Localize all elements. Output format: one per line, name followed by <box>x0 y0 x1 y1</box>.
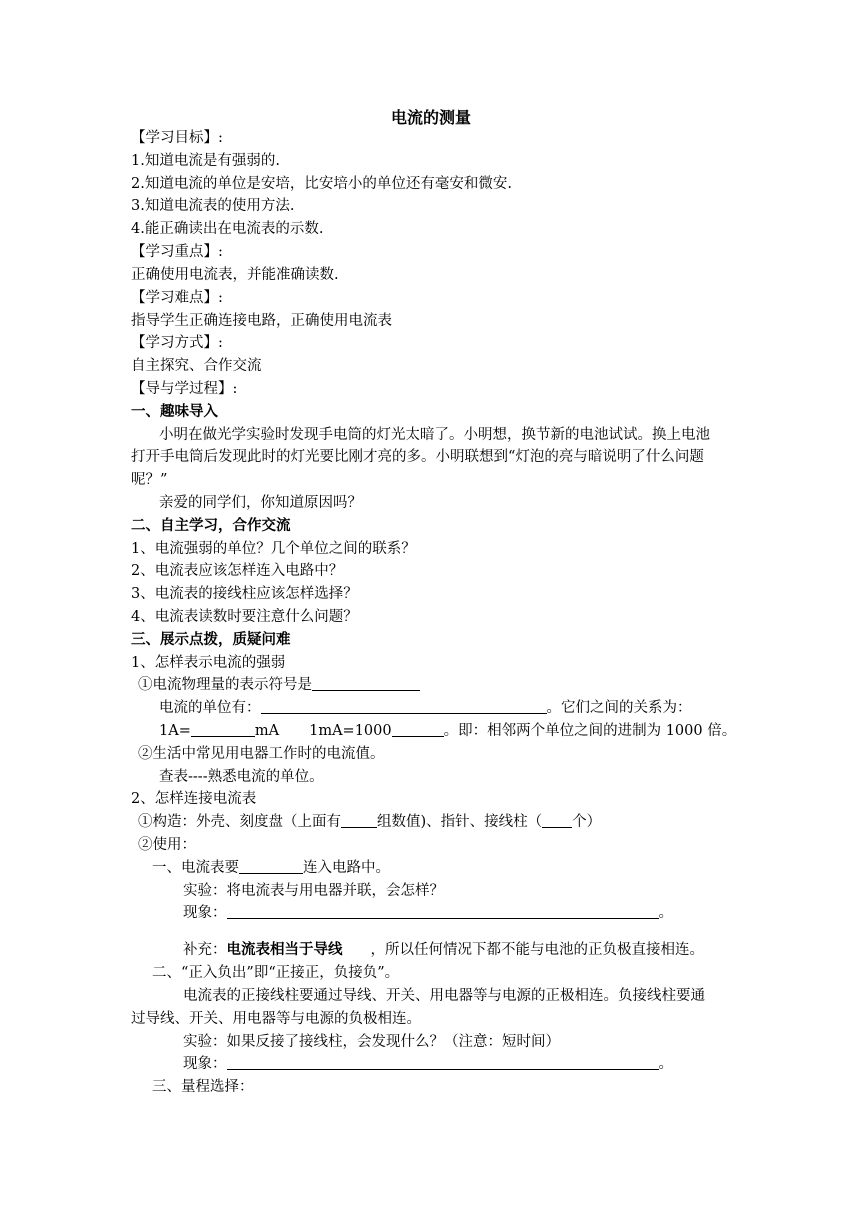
relation-text: 。即：相邻两个单位之间的进制为 1000 倍。 <box>443 723 737 739</box>
terminal-count-blank[interactable] <box>542 813 572 828</box>
experiment-parallel: 实验：将电流表与用电器并联，会怎样？ <box>183 883 444 899</box>
story-line: 打开手电筒后发现此时的灯光要比刚才亮的多。小明联想到“灯泡的亮与暗说明了什么问题 <box>131 449 704 465</box>
topic-current-strength: 1、怎样表示电流的强弱 <box>131 655 286 671</box>
unit-line <box>159 698 692 718</box>
usage-text: 连入电路中。 <box>303 860 390 876</box>
supplement-key: 电流表相当于导线 <box>226 941 343 958</box>
part2-heading: 二、自主学习，合作交流 <box>131 517 291 534</box>
self-study-question: 4、电流表读数时要注意什么问题？ <box>131 609 358 625</box>
goal-item: 3.知道电流表的使用方法. <box>131 198 295 214</box>
mode-text: 自主探究、合作交流 <box>131 358 262 374</box>
usage-text: 一、电流表要 <box>152 860 239 876</box>
structure-line <box>138 812 601 832</box>
unit-relation-label: 。它们之间的关系为： <box>546 700 692 716</box>
page-title: 电流的测量 <box>390 108 471 127</box>
goal-item: 1.知道电流是有强弱的. <box>131 153 280 169</box>
self-study-question: 2、电流表应该怎样连入电路中？ <box>131 563 344 579</box>
phenomenon-blank[interactable] <box>227 1055 659 1070</box>
lookup-table-text: 查表----熟悉电流的单位。 <box>159 769 324 785</box>
phenomenon-line-1 <box>183 903 673 923</box>
structure-text: 组数值)、指针、接线柱（ <box>377 814 543 830</box>
symbol-line <box>138 675 420 695</box>
topic-connect-ammeter: 2、怎样连接电流表 <box>131 791 257 807</box>
structure-text: ①构造：外壳、刻度盘（上面有 <box>138 814 341 830</box>
usage-one-line <box>152 858 390 878</box>
usage-heading: ②使用： <box>138 837 196 853</box>
relation-blank-a[interactable] <box>191 722 255 737</box>
usage-two-text: 电流表的正接线柱要通过导线、开关、用电器等与电源的正极相连。负接线柱要通 <box>183 988 705 1004</box>
part1-heading: 一、趣味导入 <box>131 403 218 420</box>
goal-item: 4.能正确读出在电流表的示数. <box>131 221 324 237</box>
relation-text: 1mA=1000 <box>309 723 392 739</box>
part3-heading: 三、展示点拨，质疑问难 <box>131 631 291 648</box>
unit-blank[interactable] <box>261 699 547 714</box>
self-study-question: 3、电流表的接线柱应该怎样选择？ <box>131 586 358 602</box>
symbol-blank[interactable] <box>312 676 420 691</box>
symbol-label: ①电流物理量的表示符号是 <box>138 677 312 693</box>
experiment-reverse: 实验：如果反接了接线柱，会发现什么？（注意：短时间） <box>183 1034 560 1050</box>
phenomenon-line-2 <box>183 1054 673 1074</box>
phenomenon-blank[interactable] <box>227 904 659 919</box>
goal-item: 2.知道电流的单位是安培，比安培小的单位还有毫安和微安. <box>131 176 512 192</box>
usage-three-heading: 三、量程选择： <box>152 1079 254 1095</box>
section-key-heading: 【学习重点】: <box>131 244 223 260</box>
common-current-values: ②生活中常见用电器工作时的电流值。 <box>138 746 385 762</box>
difficulty-text: 指导学生正确连接电路，正确使用电流表 <box>131 313 392 329</box>
story-line: 小明在做光学实验时发现手电筒的灯光太暗了。小明想，换节新的电池试试。换上电池 <box>159 427 710 443</box>
structure-text: 个） <box>572 814 602 830</box>
period: 。 <box>658 1056 673 1072</box>
relation-blank-b[interactable] <box>392 722 444 737</box>
supplement-label: 补充： <box>183 942 227 958</box>
relation-text: mA <box>254 723 280 739</box>
unit-label: 电流的单位有： <box>159 700 261 716</box>
section-difficulty-heading: 【学习难点】: <box>131 290 223 306</box>
self-study-question: 1、电流强弱的单位？几个单位之间的联系？ <box>131 541 416 557</box>
phenomenon-label: 现象： <box>183 1056 227 1072</box>
supplement-line <box>183 940 704 960</box>
scale-groups-blank[interactable] <box>341 813 377 828</box>
period: 。 <box>658 905 673 921</box>
story-question: 亲爱的同学们，你知道原因吗？ <box>159 495 362 511</box>
key-text: 正确使用电流表，并能准确读数. <box>131 267 339 283</box>
relation-text: 1A= <box>159 723 191 739</box>
story-line: 呢？” <box>131 472 168 488</box>
connection-blank[interactable] <box>239 859 303 874</box>
relation-line <box>159 721 736 741</box>
section-process-heading: 【导与学过程】: <box>131 381 238 397</box>
usage-two-text: 过导线、开关、用电器等与电源的负极相连。 <box>131 1011 421 1027</box>
section-goal-heading: 【学习目标】: <box>131 130 223 146</box>
usage-two-heading: 二、“正入负出”即“正接正，负接负”。 <box>152 965 400 981</box>
phenomenon-label: 现象： <box>183 905 227 921</box>
supplement-text: ，所以任何情况下都不能与电池的正负极直接相连。 <box>370 942 704 958</box>
section-mode-heading: 【学习方式】: <box>131 335 223 351</box>
